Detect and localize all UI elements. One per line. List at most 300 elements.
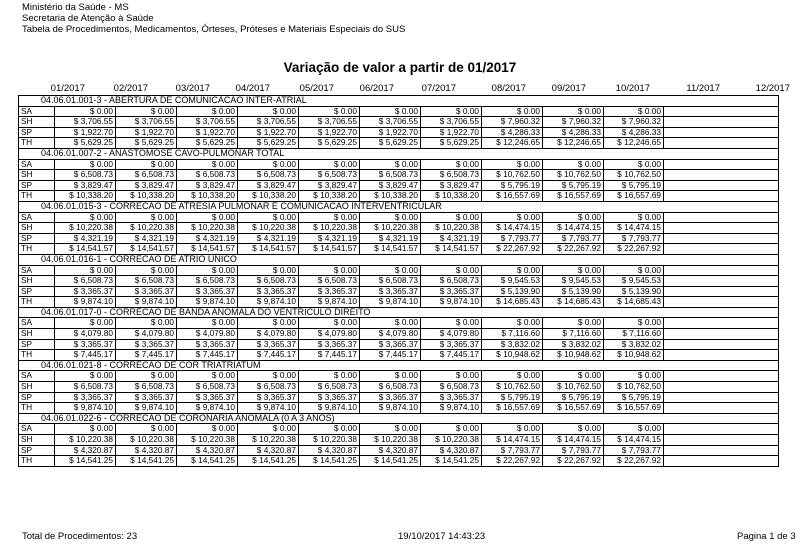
value-cell: $ 10,948.62 [481,350,542,360]
value-cell: $ 0.00 [176,160,237,170]
value-cell: $ 0.00 [176,318,237,328]
row-type-label: SH [21,381,33,392]
value-cell: $ 4,321.19 [420,234,481,244]
table-name-line: Tabela de Procedimentos, Medicamentos, Órteses, Próteses e Materiais Especiais do SUS [22,24,406,35]
value-cell: $ 22,267.92 [603,244,664,254]
value-row [18,138,779,149]
value-cell: $ 6,508.73 [420,170,481,180]
value-cell: $ 10,338.20 [176,191,237,201]
procedure-name: 04.06.01.007-2 - ANASTOMOSE CAVO-PULMONAR TOTAL [41,148,285,158]
value-cell: $ 4,320.87 [237,446,298,456]
value-cell: $ 10,338.20 [420,191,481,201]
value-cell: $ 6,508.73 [298,382,359,392]
values-table [18,95,779,467]
value-cell: $ 14,541.57 [237,244,298,254]
value-cell: $ 3,829.47 [420,181,481,191]
value-cell: $ 3,829.47 [54,181,115,191]
ministry-line: Ministério da Saúde - MS [22,2,129,13]
value-cell: $ 4,079.80 [237,329,298,339]
value-cell: $ 0.00 [420,371,481,381]
value-cell: $ 0.00 [420,266,481,276]
value-cell: $ 14,541.57 [420,244,481,254]
value-cell: $ 0.00 [298,107,359,117]
value-cell: $ 14,541.57 [115,244,176,254]
month-header: 12/2017 [755,83,790,94]
value-cell: $ 0.00 [176,213,237,223]
value-cell: $ 0.00 [420,318,481,328]
value-cell: $ 7,116.60 [481,329,542,339]
value-cell: $ 9,874.10 [115,297,176,307]
value-cell: $ 4,320.87 [298,446,359,456]
value-cell: $ 10,338.20 [54,191,115,201]
value-cell: $ 3,365.37 [237,287,298,297]
row-type-label: SP [21,179,33,190]
value-cell: $ 0.00 [298,266,359,276]
value-cell: $ 7,960.32 [603,117,664,127]
value-cell: $ 0.00 [603,266,664,276]
value-cell: $ 5,139.90 [603,287,664,297]
value-cell: $ 0.00 [603,318,664,328]
value-cell: $ 1,922.70 [298,128,359,138]
value-cell: $ 10,220.38 [420,223,481,233]
value-cell: $ 6,508.73 [359,382,420,392]
value-cell: $ 14,541.25 [359,456,420,466]
value-cell: $ 4,079.80 [115,329,176,339]
value-cell: $ 9,874.10 [176,403,237,413]
value-cell: $ 14,541.25 [115,456,176,466]
value-cell: $ 22,267.92 [481,456,542,466]
value-cell: $ 6,508.73 [115,276,176,286]
value-cell: $ 0.00 [481,424,542,434]
report-header [22,2,405,35]
row-type-label: SA [21,423,33,434]
value-cell: $ 4,321.19 [176,234,237,244]
value-cell: $ 0.00 [115,213,176,223]
value-cell: $ 5,629.25 [115,138,176,148]
value-cell: $ 3,365.37 [176,340,237,350]
value-cell: $ 0.00 [481,160,542,170]
value-cell: $ 9,545.53 [542,276,603,286]
value-cell: $ 0.00 [542,371,603,381]
value-cell: $ 0.00 [237,318,298,328]
value-cell: $ 0.00 [115,160,176,170]
value-cell: $ 10,220.38 [359,223,420,233]
value-cell: $ 9,874.10 [237,297,298,307]
value-cell: $ 7,445.17 [420,350,481,360]
value-cell: $ 7,445.17 [54,350,115,360]
value-row [18,403,779,414]
value-cell: $ 0.00 [603,371,664,381]
value-cell: $ 3,832.02 [481,340,542,350]
value-cell: $ 16,557.69 [603,191,664,201]
value-cell: $ 0.00 [359,424,420,434]
value-cell: $ 6,508.73 [237,276,298,286]
value-cell: $ 10,220.38 [54,223,115,233]
value-cell: $ 0.00 [237,160,298,170]
value-cell: $ 6,508.73 [54,382,115,392]
month-header: 01/2017 [50,83,85,94]
value-cell: $ 0.00 [115,318,176,328]
value-cell: $ 0.00 [237,424,298,434]
value-cell: $ 3,365.37 [420,287,481,297]
value-cell: $ 0.00 [115,424,176,434]
value-cell: $ 16,557.69 [481,191,542,201]
value-cell: $ 4,286.33 [542,128,603,138]
value-cell: $ 6,508.73 [176,276,237,286]
value-cell: $ 10,220.38 [176,435,237,445]
value-cell: $ 0.00 [481,107,542,117]
value-cell: $ 4,079.80 [420,329,481,339]
procedure-name: 04.06.01.016-1 - CORRECAO DE ATRIO UNICO [41,254,237,264]
value-cell: $ 14,685.43 [603,297,664,307]
value-cell: $ 0.00 [542,424,603,434]
value-cell: $ 5,629.25 [298,138,359,148]
value-cell: $ 3,706.55 [359,117,420,127]
value-cell: $ 6,508.73 [237,382,298,392]
value-cell: $ 14,541.25 [298,456,359,466]
value-cell: $ 14,685.43 [481,297,542,307]
value-cell: $ 9,874.10 [298,403,359,413]
value-cell: $ 6,508.73 [298,170,359,180]
value-cell: $ 10,338.20 [237,191,298,201]
page-indicator: Pagina 1 de 3 [737,531,796,542]
value-cell: $ 3,365.37 [115,340,176,350]
month-header: 02/2017 [113,83,148,94]
value-cell: $ 6,508.73 [54,170,115,180]
value-cell: $ 0.00 [420,107,481,117]
value-cell: $ 4,079.80 [176,329,237,339]
row-type-label: TH [21,349,33,360]
value-cell: $ 10,220.38 [298,435,359,445]
value-cell: $ 14,541.57 [298,244,359,254]
month-header: 11/2017 [686,83,720,94]
month-header-row [0,83,800,94]
value-cell: $ 0.00 [359,266,420,276]
value-cell: $ 3,365.37 [420,393,481,403]
value-cell: $ 3,365.37 [54,393,115,403]
value-cell: $ 3,365.37 [54,287,115,297]
value-cell: $ 5,629.25 [359,138,420,148]
value-cell: $ 10,220.38 [115,223,176,233]
value-cell: $ 0.00 [176,266,237,276]
value-cell: $ 10,948.62 [542,350,603,360]
value-cell: $ 6,508.73 [176,382,237,392]
value-cell: $ 4,321.19 [359,234,420,244]
value-cell: $ 5,795.19 [481,181,542,191]
value-cell: $ 12,246.65 [603,138,664,148]
value-cell: $ 4,321.19 [298,234,359,244]
value-cell: $ 10,220.38 [359,435,420,445]
value-cell: $ 0.00 [115,107,176,117]
total-procedures: Total de Procedimentos: 23 [22,531,138,542]
value-cell: $ 10,762.50 [542,170,603,180]
value-cell: $ 3,365.37 [359,393,420,403]
row-type-label: SP [21,444,33,455]
row-type-label: TH [21,243,33,254]
secretariat-line: Secretaria de Atenção à Saúde [22,13,154,24]
value-cell: $ 4,079.80 [54,329,115,339]
value-cell: $ 10,762.50 [542,382,603,392]
value-cell: $ 14,541.57 [359,244,420,254]
value-cell: $ 4,320.87 [54,446,115,456]
row-type-label: SP [21,338,33,349]
value-cell: $ 6,508.73 [115,170,176,180]
value-cell: $ 0.00 [176,107,237,117]
row-type-label: SH [21,434,33,444]
value-cell: $ 7,445.17 [237,350,298,360]
value-cell: $ 5,629.25 [420,138,481,148]
value-cell: $ 4,320.87 [420,446,481,456]
value-cell: $ 4,321.19 [115,234,176,244]
value-cell: $ 3,365.37 [298,393,359,403]
value-cell: $ 1,922.70 [420,128,481,138]
value-cell: $ 4,321.19 [54,234,115,244]
value-cell: $ 4,286.33 [481,128,542,138]
value-cell: $ 0.00 [54,371,115,381]
value-cell: $ 3,829.47 [298,181,359,191]
row-type-label: SP [21,285,33,296]
value-cell: $ 12,246.65 [542,138,603,148]
month-header: 06/2017 [359,83,394,94]
row-type-label: SH [21,116,33,127]
value-cell: $ 0.00 [359,107,420,117]
value-cell: $ 9,874.10 [54,403,115,413]
value-row [18,435,779,446]
value-cell: $ 10,762.50 [481,382,542,392]
value-cell: $ 3,365.37 [54,340,115,350]
procedure-name: 04.06.01.021-8 - CORRECAO DE COR TRIATRIATUM [41,360,261,370]
procedure-heading [18,149,779,160]
value-cell: $ 10,948.62 [603,350,664,360]
value-cell: $ 7,445.17 [298,350,359,360]
row-type-label: SA [21,264,33,275]
value-cell: $ 3,829.47 [115,181,176,191]
row-type-label: SH [21,328,33,339]
procedure-name: 04.06.01.017-0 - CORRECAO DE BANDA ANOMALA DO VENTRICULO DIREITO [41,307,371,317]
value-cell: $ 7,793.77 [603,234,664,244]
procedure-name: 04.06.01.022-6 - CORRECAO DE CORONARIA ANOMALA (0 A 3 ANOS) [41,413,335,423]
value-cell: $ 9,545.53 [481,276,542,286]
value-cell: $ 0.00 [542,318,603,328]
value-cell: $ 16,557.69 [542,191,603,201]
value-cell: $ 14,541.25 [237,456,298,466]
value-cell: $ 16,557.69 [542,403,603,413]
value-cell: $ 0.00 [237,371,298,381]
value-cell: $ 0.00 [359,371,420,381]
value-cell: $ 10,220.38 [298,223,359,233]
value-cell: $ 0.00 [420,160,481,170]
value-cell: $ 10,220.38 [54,435,115,445]
value-cell: $ 7,793.77 [542,234,603,244]
value-cell: $ 6,508.73 [420,382,481,392]
value-row [18,297,779,308]
value-cell: $ 14,541.57 [54,244,115,254]
value-cell: $ 0.00 [237,213,298,223]
value-cell: $ 9,874.10 [298,297,359,307]
month-header: 07/2017 [421,83,456,94]
value-cell: $ 0.00 [420,213,481,223]
value-cell: $ 4,320.87 [359,446,420,456]
value-cell: $ 0.00 [298,424,359,434]
value-cell: $ 10,220.38 [115,435,176,445]
procedure-name: 04.06.01.001-3 - ABERTURA DE COMUNICACAO INTER-ATRIAL [41,96,307,105]
value-cell: $ 14,541.57 [176,244,237,254]
procedure-name: 04.06.01.015-3 - CORRECAO DE ATRESIA PULMONAR E COMUNICACAO INTERVENTRICULAR [41,201,442,211]
value-cell: $ 0.00 [359,318,420,328]
value-cell: $ 0.00 [420,424,481,434]
value-cell: $ 22,267.92 [603,456,664,466]
value-cell: $ 6,508.73 [359,276,420,286]
value-cell: $ 3,706.55 [115,117,176,127]
value-cell: $ 10,338.20 [298,191,359,201]
value-cell: $ 7,960.32 [542,117,603,127]
month-header: 09/2017 [551,83,586,94]
value-cell: $ 9,874.10 [420,403,481,413]
value-cell: $ 7,445.17 [359,350,420,360]
value-cell: $ 3,829.47 [176,181,237,191]
value-cell: $ 1,922.70 [176,128,237,138]
value-row [18,244,779,255]
value-cell: $ 3,365.37 [176,287,237,297]
value-cell: $ 16,557.69 [603,403,664,413]
procedure-heading [18,96,779,107]
value-cell: $ 3,706.55 [420,117,481,127]
value-cell: $ 10,220.38 [420,435,481,445]
value-cell: $ 0.00 [542,160,603,170]
value-cell: $ 0.00 [54,107,115,117]
value-cell: $ 14,541.25 [420,456,481,466]
value-cell: $ 3,365.37 [420,340,481,350]
value-cell: $ 9,874.10 [176,297,237,307]
value-cell: $ 14,474.15 [603,223,664,233]
value-cell: $ 4,079.80 [298,329,359,339]
row-type-label: SH [21,169,33,180]
row-type-label: SP [21,391,33,402]
value-cell: $ 0.00 [298,318,359,328]
value-cell: $ 0.00 [54,266,115,276]
value-cell: $ 6,508.73 [359,170,420,180]
value-cell: $ 0.00 [603,424,664,434]
value-cell: $ 3,365.37 [359,340,420,350]
value-cell: $ 6,508.73 [298,276,359,286]
value-cell: $ 3,365.37 [298,287,359,297]
row-type-label: SA [21,211,33,222]
value-cell: $ 6,508.73 [54,276,115,286]
value-cell: $ 0.00 [298,371,359,381]
value-cell: $ 22,267.92 [542,244,603,254]
value-cell: $ 10,338.20 [115,191,176,201]
value-cell: $ 0.00 [54,213,115,223]
value-cell: $ 10,762.50 [481,170,542,180]
value-cell: $ 4,320.87 [176,446,237,456]
value-cell: $ 9,874.10 [359,297,420,307]
value-cell: $ 4,079.80 [359,329,420,339]
value-cell: $ 9,874.10 [54,297,115,307]
value-cell: $ 5,795.19 [542,393,603,403]
row-type-label: SA [21,105,33,116]
value-cell: $ 3,706.55 [298,117,359,127]
value-cell: $ 0.00 [603,213,664,223]
value-cell: $ 9,874.10 [237,403,298,413]
value-cell: $ 3,706.55 [54,117,115,127]
value-cell: $ 0.00 [54,160,115,170]
value-cell: $ 5,795.19 [603,181,664,191]
value-cell: $ 7,793.77 [603,446,664,456]
value-cell: $ 7,116.60 [603,329,664,339]
value-cell: $ 14,474.15 [603,435,664,445]
value-cell: $ 7,793.77 [481,446,542,456]
value-cell: $ 0.00 [237,266,298,276]
month-header: 03/2017 [175,83,210,94]
value-cell: $ 0.00 [603,107,664,117]
value-cell: $ 10,762.50 [603,382,664,392]
month-header: 08/2017 [491,83,526,94]
month-header: 10/2017 [615,83,650,94]
value-cell: $ 0.00 [359,213,420,223]
value-cell: $ 0.00 [603,160,664,170]
value-cell: $ 3,706.55 [176,117,237,127]
value-cell: $ 1,922.70 [359,128,420,138]
value-row [18,456,779,467]
value-cell: $ 5,629.25 [176,138,237,148]
value-cell: $ 22,267.92 [481,244,542,254]
row-type-label: SP [21,126,33,137]
value-cell: $ 6,508.73 [237,170,298,180]
value-cell: $ 14,685.43 [542,297,603,307]
value-cell: $ 4,321.19 [237,234,298,244]
value-cell: $ 3,829.47 [237,181,298,191]
value-cell: $ 12,246.65 [481,138,542,148]
value-cell: $ 14,474.15 [542,435,603,445]
value-cell: $ 7,960.32 [481,117,542,127]
value-cell: $ 6,508.73 [115,382,176,392]
value-cell: $ 3,365.37 [359,287,420,297]
procedure-heading [18,255,779,266]
row-type-label: TH [21,402,33,413]
value-cell: $ 0.00 [481,213,542,223]
value-cell: $ 14,474.15 [542,223,603,233]
value-cell: $ 10,338.20 [359,191,420,201]
procedure-heading [18,202,779,213]
value-cell: $ 6,508.73 [420,276,481,286]
value-cell: $ 0.00 [115,371,176,381]
value-cell: $ 0.00 [481,266,542,276]
value-cell: $ 0.00 [176,371,237,381]
value-cell: $ 7,793.77 [542,446,603,456]
value-cell: $ 0.00 [359,160,420,170]
value-cell: $ 0.00 [54,424,115,434]
value-cell: $ 3,365.37 [237,393,298,403]
row-type-label: SP [21,232,33,243]
value-cell: $ 4,286.33 [603,128,664,138]
value-cell: $ 7,445.17 [176,350,237,360]
row-type-label: SH [21,275,33,286]
value-cell: $ 0.00 [542,266,603,276]
value-cell: $ 0.00 [54,318,115,328]
value-cell: $ 3,832.02 [603,340,664,350]
value-cell: $ 10,220.38 [237,435,298,445]
value-cell: $ 0.00 [481,371,542,381]
value-cell: $ 14,474.15 [481,435,542,445]
value-cell: $ 14,541.25 [54,456,115,466]
value-cell: $ 5,795.19 [542,181,603,191]
row-type-label: SA [21,370,33,381]
row-type-label: SA [21,317,33,328]
report-title: Variação de valor a partir de 01/2017 [283,60,517,75]
value-cell: $ 10,220.38 [237,223,298,233]
value-cell: $ 7,116.60 [542,329,603,339]
value-cell: $ 9,874.10 [115,403,176,413]
